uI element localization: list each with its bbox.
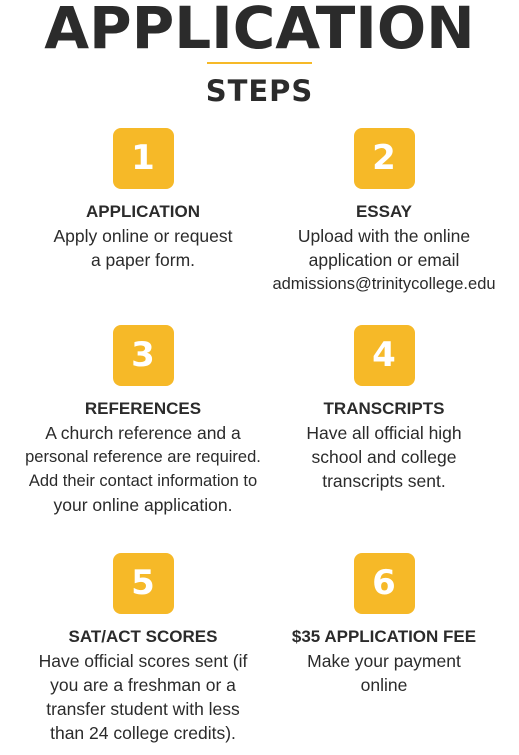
step-title: APPLICATION — [86, 202, 200, 221]
step-description — [249, 224, 519, 296]
step-title: SAT/ACT SCORES — [68, 627, 218, 646]
step-number-badge: 4 — [354, 325, 415, 386]
step-description — [8, 649, 278, 745]
step-description-line: transfer student with less — [46, 699, 240, 719]
step-description-line: Make your payment — [307, 651, 461, 671]
title-divider — [207, 62, 312, 64]
step-title: TRANSCRIPTS — [323, 399, 445, 418]
page-title: APPLICATION — [44, 0, 475, 62]
step-description — [8, 224, 278, 272]
step-number-badge: 1 — [113, 128, 174, 189]
step-description-line: A church reference and a — [45, 423, 241, 443]
step-description — [8, 421, 278, 517]
step-description-line: transcripts sent. — [322, 471, 446, 491]
step-description-line: a paper form. — [90, 250, 196, 270]
step-3 — [8, 325, 278, 517]
step-number-badge: 5 — [113, 553, 174, 614]
step-description-line: application or email — [308, 250, 460, 270]
step-6 — [249, 553, 519, 697]
step-description-line: Have official scores sent (if — [38, 651, 248, 671]
step-4 — [249, 325, 519, 493]
step-description-line: school and college — [311, 447, 457, 467]
step-2 — [249, 128, 519, 296]
step-number-badge: 2 — [354, 128, 415, 189]
step-description — [249, 649, 519, 697]
step-description-line: Have all official high — [306, 423, 462, 443]
step-description-line: personal reference are required. — [25, 448, 261, 466]
step-description-line: than 24 college credits). — [50, 723, 236, 743]
step-title: ESSAY — [355, 202, 413, 221]
step-1 — [8, 128, 278, 272]
step-description-line: online — [360, 675, 408, 695]
step-description-line: Upload with the online — [297, 226, 471, 246]
step-number-badge: 3 — [113, 325, 174, 386]
page-subtitle: STEPS — [205, 74, 314, 108]
step-title: REFERENCES — [84, 399, 202, 418]
step-description-line: admissions@trinitycollege.edu — [272, 275, 496, 293]
step-description — [249, 421, 519, 493]
step-description-line: Apply online or request — [53, 226, 233, 246]
step-5 — [8, 553, 278, 745]
step-title: $35 APPLICATION FEE — [291, 627, 477, 646]
step-description-line: Add their contact information to — [28, 472, 258, 490]
step-number-badge: 6 — [354, 553, 415, 614]
step-description-line: your online application. — [53, 495, 233, 515]
step-description-line: you are a freshman or a — [50, 675, 236, 695]
